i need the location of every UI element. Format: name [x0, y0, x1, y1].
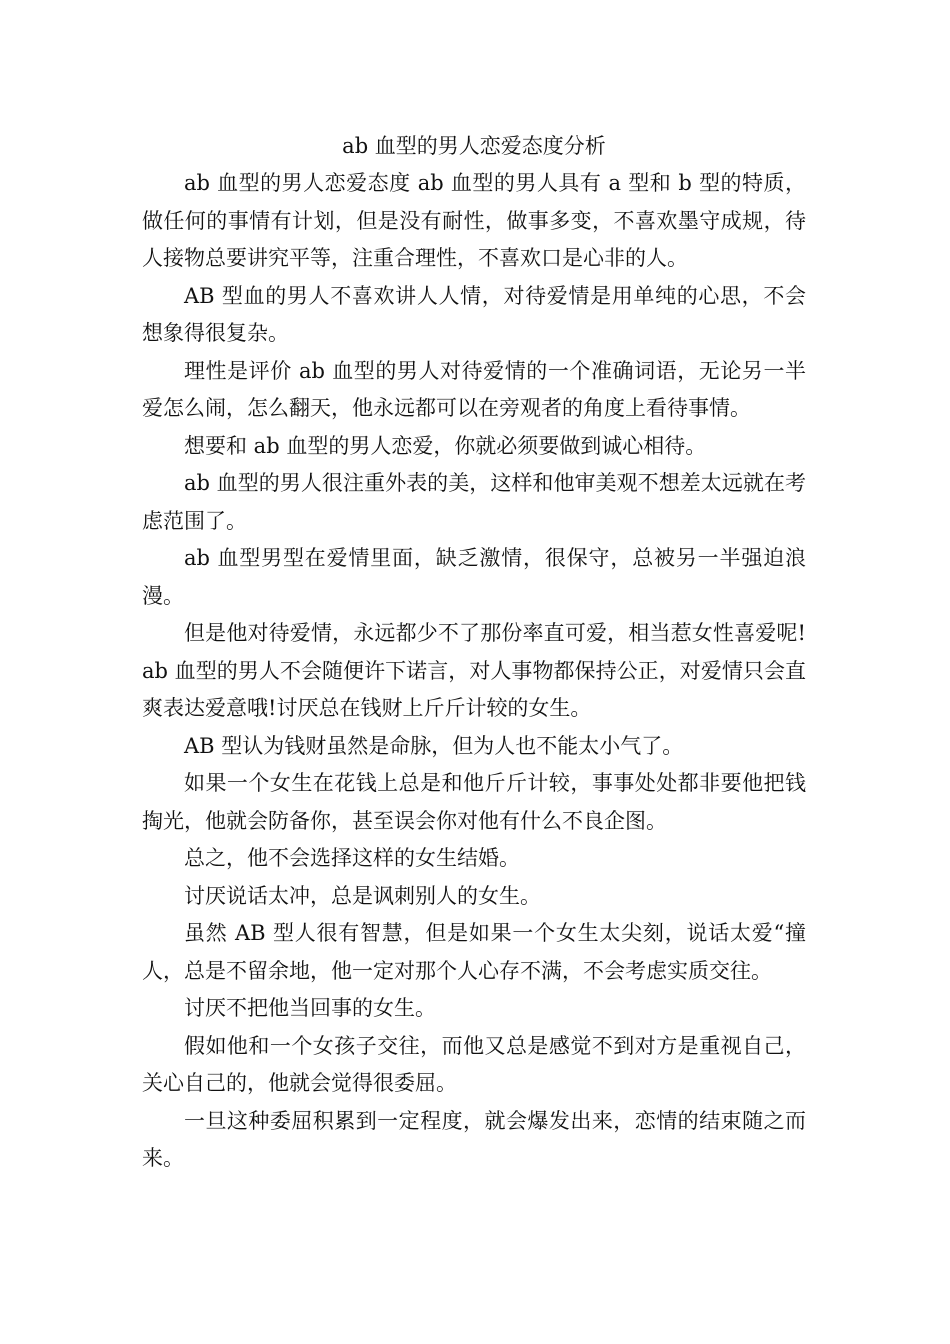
- paragraph-1: ab 血型的男人恋爱态度 ab 血型的男人具有 a 型和 b 型的特质，做任何的事情有计划，但是没有耐性，做事多变，不喜欢墨守成规，待人接物总要讲究平等，注重合理性，不喜欢口是心非的人。: [142, 171, 806, 270]
- paragraph-10: 总之，他不会选择这样的女生结婚。: [184, 846, 520, 870]
- document-title: ab 血型的男人恋爱态度分析: [342, 134, 606, 158]
- paragraph-9: 如果一个女生在花钱上总是和他斤斤计较，事事处处都非要他把钱掏光，他就会防备你，甚至误会你对他有什么不良企图。: [142, 771, 806, 833]
- paragraph-15: 一旦这种委屈积累到一定程度，就会爆发出来，恋情的结束随之而来。: [142, 1108, 806, 1170]
- paragraph-8: AB 型认为钱财虽然是命脉，但为人也不能太小气了。: [184, 733, 684, 758]
- paragraph-3: 理性是评价 ab 血型的男人对待爱情的一个准确词语，无论另一半爱怎么闹，怎么翻天，他永远都可以在旁观者的角度上看待事情。: [142, 358, 806, 420]
- paragraph-5: ab 血型的男人很注重外表的美，这样和他审美观不想差太远就在考虑范围了。: [142, 471, 806, 533]
- document-page: [142, 128, 806, 1178]
- paragraph-7: 但是他对待爱情，永远都少不了那份率直可爱，相当惹女性喜爱呢!ab 血型的男人不会随便许下诺言，对人事物都保持公正，对爱情只会直爽表达爱意哦!讨厌总在钱财上斤斤计较的女生。: [142, 621, 806, 720]
- paragraph-13: 讨厌不把他当回事的女生。: [184, 996, 436, 1020]
- paragraph-11: 讨厌说话太冲，总是讽刺别人的女生。: [184, 883, 541, 908]
- paragraph-14: 假如他和一个女孩子交往，而他又总是感觉不到对方是重视自己，关心自己的，他就会觉得很委屈。: [142, 1033, 806, 1095]
- paragraph-2: AB 型血的男人不喜欢讲人人情，对待爱情是用单纯的心思，不会想象得很复杂。: [142, 283, 806, 345]
- paragraph-4: 想要和 ab 血型的男人恋爱，你就必须要做到诚心相待。: [184, 433, 707, 458]
- paragraph-6: ab 血型男型在爱情里面，缺乏激情，很保守，总被另一半强迫浪漫。: [142, 546, 806, 608]
- paragraph-12: 虽然 AB 型人很有智慧，但是如果一个女生太尖刻，说话太爱“撞人，总是不留余地，他一定对那个人心存不满，不会考虑实质交往。: [142, 921, 806, 983]
